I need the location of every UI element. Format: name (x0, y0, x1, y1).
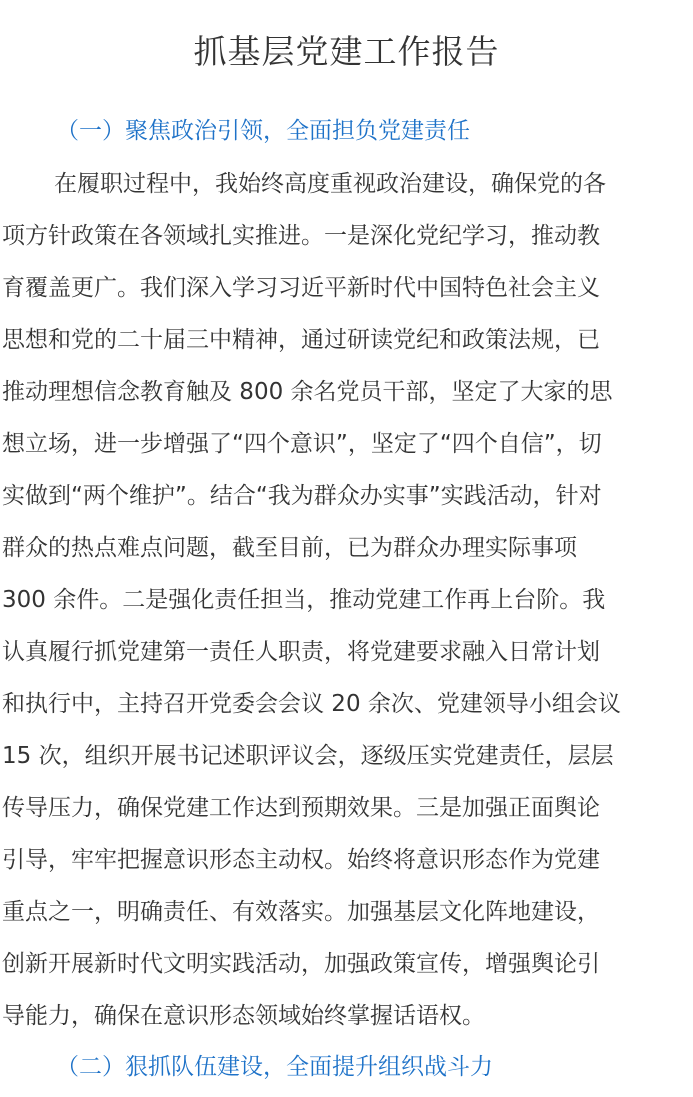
document-title: 抓基层党建工作报告 (193, 32, 500, 71)
paragraph-line: 思想和党的二十届三中精神，通过研读党纪和政策法规，已 (2, 327, 600, 353)
paragraph-line: 育覆盖更广。我们深入学习习近平新时代中国特色社会主义 (2, 275, 600, 301)
paragraph-line: 创新开展新时代文明实践活动，加强政策宣传，增强舆论引 (2, 951, 600, 977)
paragraph-line: 15 次，组织开展书记述职评议会，逐级压实党建责任，层层 (2, 743, 614, 769)
paragraph-line: 群众的热点难点问题，截至目前，已为群众办理实际事项 (2, 535, 577, 561)
paragraph-line: 实做到“两个维护”。结合“我为群众办实事”实践活动，针对 (2, 483, 602, 509)
section-heading-2: （二）狠抓队伍建设，全面提升组织战斗力 (56, 1054, 493, 1080)
paragraph-line: 想立场，进一步增强了“四个意识”，坚定了“四个自信”，切 (2, 431, 602, 457)
paragraph-line: 项方针政策在各领域扎实推进。一是深化党纪学习，推动教 (2, 223, 600, 249)
paragraph-line: 重点之一，明确责任、有效落实。加强基层文化阵地建设， (2, 899, 600, 925)
body-paragraph (2, 158, 691, 1042)
paragraph-line: 在履职过程中，我始终高度重视政治建设，确保党的各 (54, 171, 606, 197)
paragraph-line: 传导压力，确保党建工作达到预期效果。三是加强正面舆论 (2, 795, 600, 821)
paragraph-line: 推动理想信念教育触及 800 余名党员干部，坚定了大家的思 (2, 379, 613, 405)
paragraph-line: 引导，牢牢把握意识形态主动权。始终将意识形态作为党建 (2, 847, 600, 873)
section-heading-1: （一）聚焦政治引领，全面担负党建责任 (56, 118, 470, 144)
paragraph-line: 认真履行抓党建第一责任人职责，将党建要求融入日常计划 (2, 639, 600, 665)
paragraph-line: 300 余件。二是强化责任担当，推动党建工作再上台阶。我 (2, 587, 606, 613)
paragraph-line: 导能力，确保在意识形态领域始终掌握话语权。 (2, 1003, 485, 1029)
paragraph-line: 和执行中，主持召开党委会会议 20 余次、党建领导小组会议 (2, 691, 621, 717)
